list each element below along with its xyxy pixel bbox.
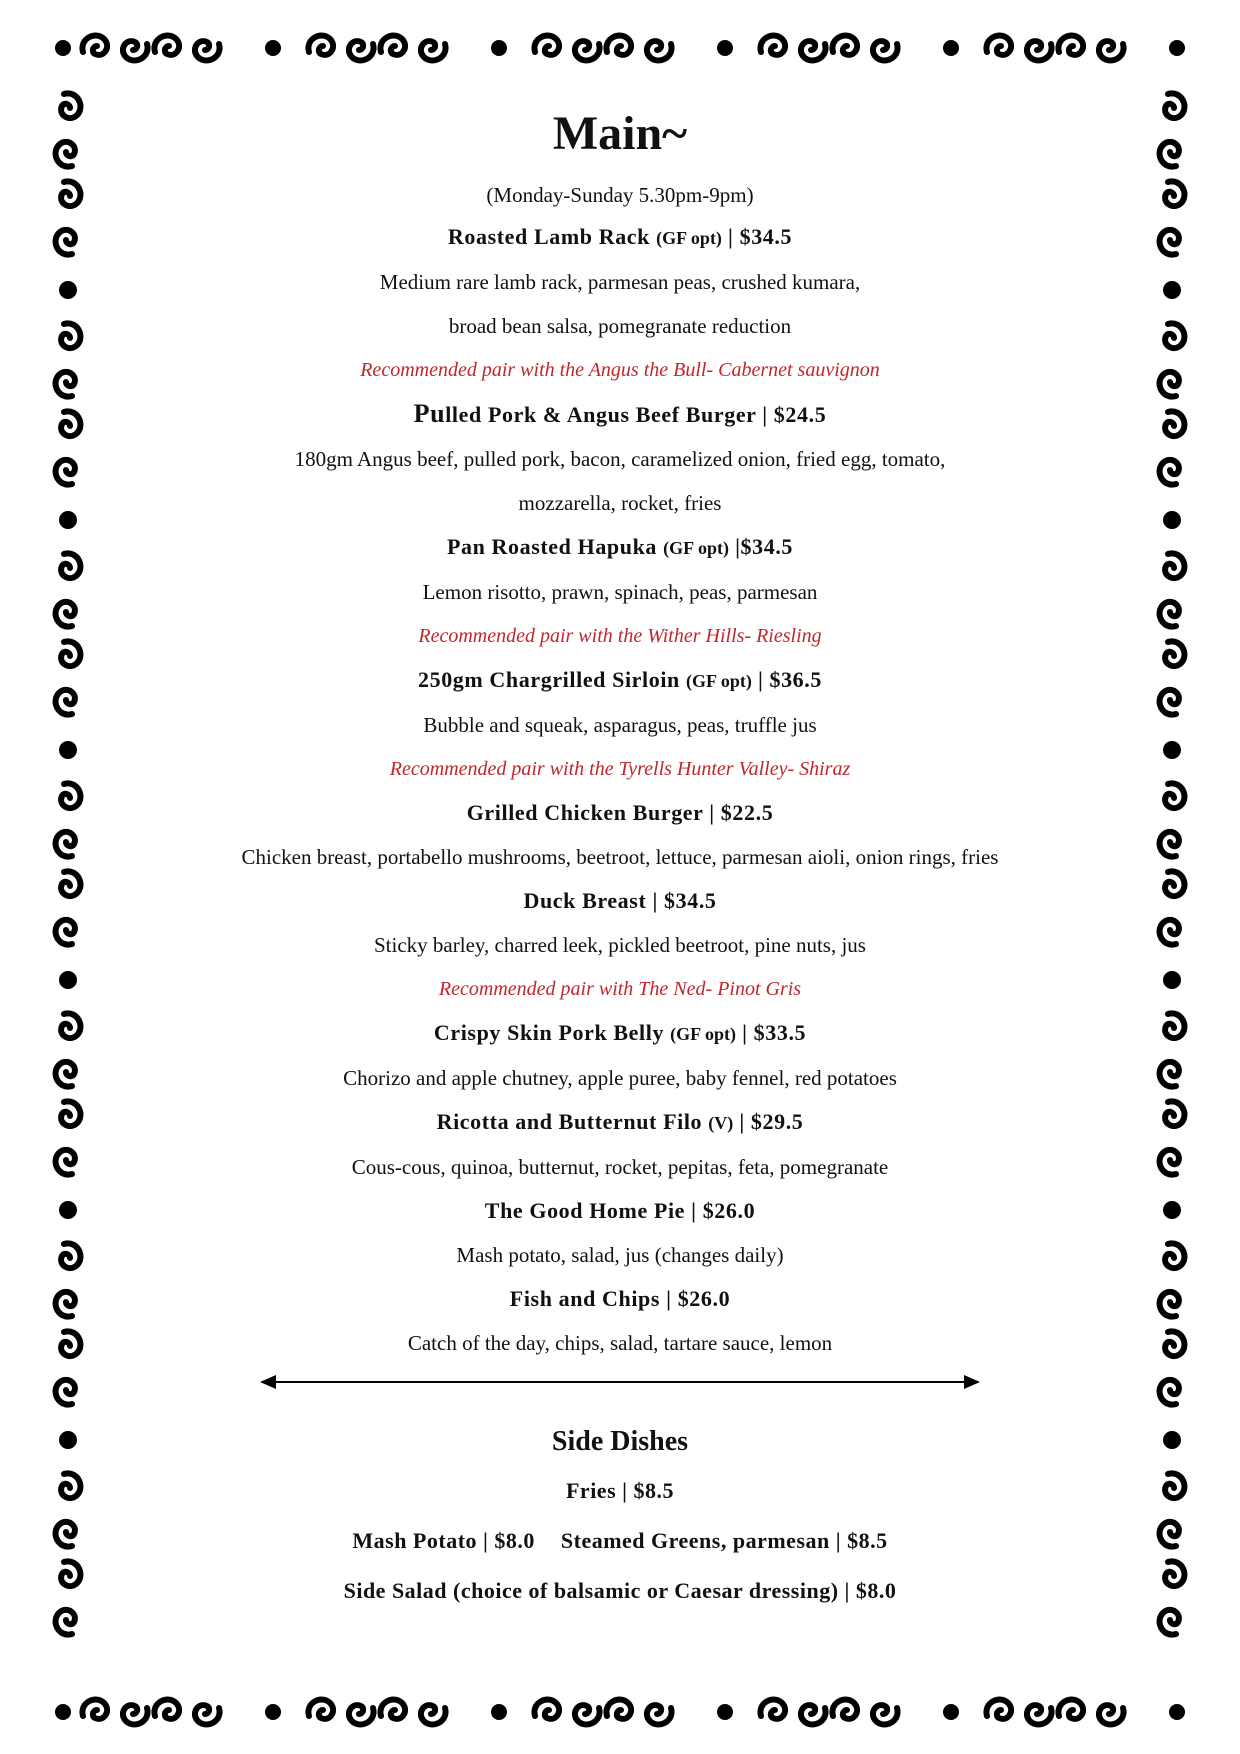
scroll-curl [349, 1705, 374, 1724]
menu-title: Main~ [552, 107, 688, 160]
dish-name: Fish and Chips [509, 1286, 661, 1311]
scroll-curl [575, 41, 600, 60]
dish-note: (GF opt) [663, 538, 729, 558]
dish-pan-roasted-hapuka [150, 532, 1090, 651]
scroll-curl [1165, 1331, 1184, 1356]
scroll-curl [56, 920, 75, 945]
dish-price: | $34.5 [652, 888, 717, 913]
scroll-curl [1165, 1561, 1184, 1586]
scroll-curl [61, 1013, 80, 1038]
border-dot [943, 1704, 959, 1720]
border-dot [265, 40, 281, 56]
scroll-curl [195, 1705, 220, 1724]
border-dot [59, 1201, 77, 1219]
scroll-curl [1160, 1380, 1179, 1405]
dish-title [150, 399, 1090, 430]
dish-title [150, 1284, 1090, 1314]
scroll-curl [349, 41, 374, 60]
border-dot [491, 40, 507, 56]
scroll-curl [56, 460, 75, 485]
dish-name: lled Pork & Angus Beef Burger [445, 402, 757, 427]
dish-title [150, 222, 1090, 253]
scroll-curl [1160, 1062, 1179, 1087]
scroll-curl [1165, 553, 1184, 578]
dish-title [150, 1018, 1090, 1049]
scroll-curl [1058, 36, 1083, 55]
scroll-curl [1160, 1522, 1179, 1547]
scroll-curl [1099, 41, 1124, 60]
side-name: Mash Potato [352, 1528, 478, 1553]
dish-note: (GF opt) [686, 671, 752, 691]
dish-duck-breast [150, 886, 1090, 1004]
scroll-curl [1165, 323, 1184, 348]
dish-chargrilled-sirloin [150, 665, 1090, 784]
scroll-curl [647, 1705, 672, 1724]
wine-pairing: Recommended pair with the Tyrells Hunter Valley- Shiraz [389, 758, 851, 780]
scroll-curl [1058, 1700, 1083, 1719]
scroll-curl [534, 1700, 559, 1719]
scroll-curl [61, 783, 80, 808]
scroll-curl [61, 553, 80, 578]
top-border-ornament [55, 18, 1185, 78]
scroll-curl [575, 1705, 600, 1724]
dish-note: (GF opt) [670, 1024, 736, 1044]
scroll-curl [1165, 641, 1184, 666]
side-dishes-title: Side Dishes [551, 1426, 689, 1457]
side-name: Steamed Greens, parmesan [560, 1528, 830, 1553]
dish-fish-and-chips [150, 1284, 1090, 1358]
scroll-curl [61, 181, 80, 206]
border-dot [1163, 1431, 1181, 1449]
dish-description: Lemon risotto, prawn, spinach, peas, parmesan [422, 580, 818, 604]
dish-title [150, 1196, 1090, 1226]
side-item-row [150, 1526, 1090, 1556]
side-item-fries [150, 1476, 1090, 1506]
right-border-ornament [1146, 72, 1198, 1682]
wine-pairing: Recommended pair with The Ned- Pinot Gris [438, 978, 802, 1000]
side-price: | $8.0 [844, 1578, 897, 1603]
scroll-curl [606, 1700, 631, 1719]
dish-description: Chicken breast, portabello mushrooms, beetroot, lettuce, parmesan aioli, onion rings, fries [241, 845, 999, 869]
scroll-curl [61, 871, 80, 896]
scroll-curl [1160, 1610, 1179, 1635]
scroll-curl [56, 1522, 75, 1547]
dish-price: | $22.5 [709, 800, 774, 825]
dish-price: | $34.5 [728, 224, 793, 249]
double-arrow-icon [260, 1372, 980, 1392]
dish-description: Mash potato, salad, jus (changes daily) [456, 1243, 784, 1267]
scroll-curl [82, 36, 107, 55]
side-price: | $8.5 [835, 1528, 888, 1553]
dish-name: Pan Roasted Hapuka [446, 534, 658, 559]
dish-price: | $26.0 [666, 1286, 731, 1311]
scroll-curl [1165, 1473, 1184, 1498]
scroll-curl [801, 1705, 826, 1724]
dish-description: broad bean salsa, pomegranate reduction [448, 314, 792, 338]
dish-name: Roasted Lamb Rack [447, 224, 650, 249]
scroll-curl [1165, 1243, 1184, 1268]
scroll-curl [986, 36, 1011, 55]
dish-description: Medium rare lamb rack, parmesan peas, crushed kumara, [379, 270, 861, 294]
border-dot [1169, 1704, 1185, 1720]
scroll-curl [1165, 871, 1184, 896]
border-dot [943, 40, 959, 56]
scroll-curl [1160, 602, 1179, 627]
scroll-curl [56, 1150, 75, 1175]
dish-title [150, 886, 1090, 916]
scroll-curl [421, 1705, 446, 1724]
scroll-curl [123, 1705, 148, 1724]
border-dot [59, 741, 77, 759]
dish-description: Cous-cous, quinoa, butternut, rocket, pepitas, feta, pomegranate [351, 1155, 889, 1179]
scroll-curl [56, 142, 75, 167]
scroll-curl [1160, 1292, 1179, 1317]
scroll-curl [986, 1700, 1011, 1719]
scroll-curl [1160, 1150, 1179, 1175]
side-name: Fries [565, 1478, 617, 1503]
scroll-curl [56, 1292, 75, 1317]
scroll-curl [56, 1062, 75, 1087]
scroll-curl [56, 602, 75, 627]
scroll-curl [873, 1705, 898, 1724]
wine-pairing: Recommended pair with the Wither Hills- Riesling [418, 625, 822, 647]
menu-content [150, 100, 1090, 1626]
scroll-curl [154, 36, 179, 55]
dish-name: The Good Home Pie [484, 1198, 686, 1223]
dish-name: Grilled Chicken Burger [466, 800, 704, 825]
side-name: Side Salad (choice of balsamic or Caesar dressing) [343, 1578, 839, 1603]
dish-pulled-pork-burger [150, 399, 1090, 518]
border-dot [1163, 281, 1181, 299]
scroll-curl [56, 832, 75, 857]
border-dot [1163, 741, 1181, 759]
dish-price: | $33.5 [742, 1020, 807, 1045]
border-dot [1163, 1201, 1181, 1219]
scroll-curl [1165, 1101, 1184, 1126]
dish-price: | $24.5 [762, 402, 827, 427]
dish-good-home-pie [150, 1196, 1090, 1270]
scroll-curl [61, 323, 80, 348]
border-dot [59, 1431, 77, 1449]
scroll-curl [1027, 41, 1052, 60]
scroll-curl [61, 641, 80, 666]
border-dot [1169, 40, 1185, 56]
scroll-curl [56, 230, 75, 255]
scroll-curl [1027, 1705, 1052, 1724]
dish-description: Sticky barley, charred leek, pickled beetroot, pine nuts, jus [374, 933, 866, 957]
dish-roasted-lamb-rack [150, 222, 1090, 385]
side-item-salad [150, 1576, 1090, 1606]
dish-price: | $26.0 [691, 1198, 756, 1223]
dish-price: | $29.5 [739, 1109, 804, 1134]
scroll-curl [760, 36, 785, 55]
border-dot [55, 1704, 71, 1720]
border-dot [1163, 971, 1181, 989]
scroll-curl [1165, 181, 1184, 206]
dish-title [150, 1107, 1090, 1138]
scroll-curl [1165, 1013, 1184, 1038]
left-border-ornament [42, 72, 94, 1682]
side-price: | $8.5 [622, 1478, 674, 1503]
scroll-curl [380, 36, 405, 55]
dish-price: | $36.5 [757, 667, 822, 692]
scroll-curl [56, 1610, 75, 1635]
side-dishes-section [150, 1422, 1090, 1606]
dish-title [150, 798, 1090, 828]
dish-name-initial: Pu [413, 399, 446, 428]
scroll-curl [56, 690, 75, 715]
scroll-curl [1160, 142, 1179, 167]
scroll-curl [1099, 1705, 1124, 1724]
scroll-curl [380, 1700, 405, 1719]
scroll-curl [832, 36, 857, 55]
border-dot [265, 1704, 281, 1720]
scroll-curl [534, 36, 559, 55]
scroll-curl [606, 36, 631, 55]
dish-name: 250gm Chargrilled Sirloin [418, 667, 680, 692]
dish-description: Catch of the day, chips, salad, tartare sauce, lemon [407, 1331, 833, 1355]
border-dot [1163, 511, 1181, 529]
service-hours: (Monday-Sunday 5.30pm-9pm) [486, 183, 754, 207]
scroll-curl [61, 1561, 80, 1586]
scroll-curl [308, 1700, 333, 1719]
scroll-curl [1165, 411, 1184, 436]
dish-price: |$34.5 [735, 534, 794, 559]
scroll-curl [123, 41, 148, 60]
scroll-curl [308, 36, 333, 55]
scroll-curl [1160, 230, 1179, 255]
scroll-curl [61, 93, 80, 118]
scroll-curl [56, 372, 75, 397]
scroll-curl [1165, 93, 1184, 118]
scroll-curl [61, 1101, 80, 1126]
dish-note: (V) [708, 1113, 734, 1133]
dish-note: (GF opt) [656, 228, 722, 248]
scroll-curl [1165, 783, 1184, 808]
scroll-curl [82, 1700, 107, 1719]
dish-title [150, 532, 1090, 563]
border-dot [55, 40, 71, 56]
border-dot [59, 511, 77, 529]
scroll-curl [647, 41, 672, 60]
side-price: | $8.0 [483, 1528, 535, 1553]
dish-name: Ricotta and Butternut Filo [436, 1109, 703, 1134]
scroll-curl [61, 1243, 80, 1268]
scroll-curl [1160, 690, 1179, 715]
dish-ricotta-butternut-filo [150, 1107, 1090, 1182]
scroll-curl [760, 1700, 785, 1719]
border-dot [59, 281, 77, 299]
scroll-curl [1160, 832, 1179, 857]
scroll-curl [873, 41, 898, 60]
scroll-curl [1160, 460, 1179, 485]
scroll-curl [1160, 920, 1179, 945]
scroll-curl [832, 1700, 857, 1719]
dish-description: Bubble and squeak, asparagus, peas, truffle jus [423, 713, 817, 737]
scroll-curl [56, 1380, 75, 1405]
dish-crispy-pork-belly [150, 1018, 1090, 1093]
bottom-border-ornament [55, 1682, 1185, 1742]
scroll-curl [195, 41, 220, 60]
scroll-curl [421, 41, 446, 60]
scroll-curl [801, 41, 826, 60]
scroll-curl [61, 1473, 80, 1498]
dish-name: Crispy Skin Pork Belly [433, 1020, 665, 1045]
dish-grilled-chicken-burger [150, 798, 1090, 872]
dish-description: Chorizo and apple chutney, apple puree, baby fennel, red potatoes [343, 1066, 897, 1090]
border-dot [717, 40, 733, 56]
border-dot [59, 971, 77, 989]
dish-title [150, 665, 1090, 696]
dish-description: 180gm Angus beef, pulled pork, bacon, caramelized onion, fried egg, tomato, [294, 447, 946, 471]
border-dot [491, 1704, 507, 1720]
dish-name: Duck Breast [523, 888, 647, 913]
scroll-curl [154, 1700, 179, 1719]
scroll-curl [61, 411, 80, 436]
border-dot [717, 1704, 733, 1720]
wine-pairing: Recommended pair with the Angus the Bull- Cabernet sauvignon [360, 359, 880, 381]
dish-description: mozzarella, rocket, fries [518, 491, 722, 515]
scroll-curl [61, 1331, 80, 1356]
scroll-curl [1160, 372, 1179, 397]
